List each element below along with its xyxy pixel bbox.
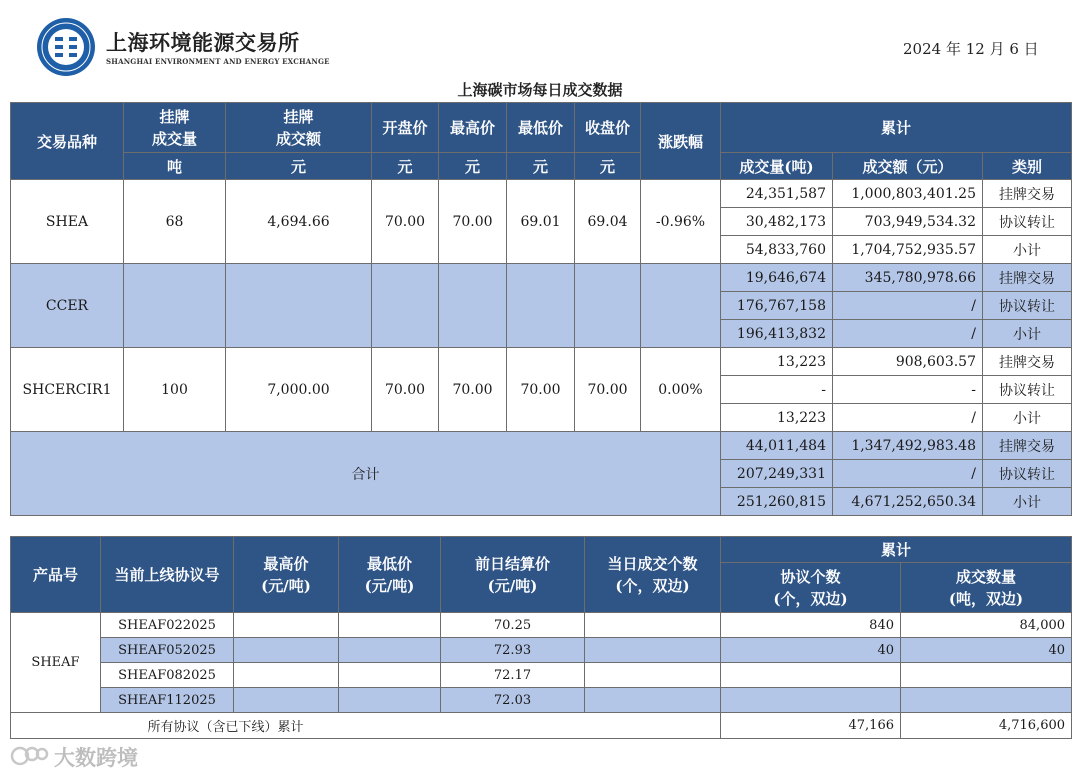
cum-amount: / bbox=[833, 292, 983, 320]
total-cum-qty: 4,716,600 bbox=[901, 713, 1072, 739]
cum-type: 协议转让 bbox=[983, 460, 1072, 488]
col-low-header: 最低价 bbox=[507, 103, 575, 153]
change-pct: 0.00% bbox=[641, 348, 721, 432]
cum-volume: 13,223 bbox=[721, 348, 833, 376]
low-price bbox=[339, 613, 441, 638]
cum-volume: 54,833,760 bbox=[721, 236, 833, 264]
contract-code: SHEAF022025 bbox=[101, 613, 234, 638]
cum-type: 挂牌交易 bbox=[983, 348, 1072, 376]
high-price bbox=[234, 688, 339, 713]
product-name: SHCERCIR1 bbox=[11, 348, 124, 432]
table-row bbox=[11, 688, 1072, 713]
low-price bbox=[339, 688, 441, 713]
listed-amount bbox=[226, 264, 372, 348]
cum-amount: 1,704,752,935.57 bbox=[833, 236, 983, 264]
daily-trading-table bbox=[10, 102, 1072, 516]
cum-qty: 84,000 bbox=[901, 613, 1072, 638]
report-title: 上海碳市场每日成交数据 bbox=[457, 81, 623, 99]
cum-volume: 207,249,331 bbox=[721, 460, 833, 488]
cum-volume: 13,223 bbox=[721, 404, 833, 432]
report-date: 2024 年 12 月 6 日 bbox=[903, 40, 1039, 58]
high-price bbox=[234, 613, 339, 638]
chat-bubble-icon bbox=[10, 744, 50, 770]
col-cum-count-header: 协议个数 (个，双边) bbox=[721, 563, 901, 613]
high-price: 70.00 bbox=[439, 180, 507, 264]
settle-price: 70.25 bbox=[441, 613, 585, 638]
cum-amount: 1,347,492,983.48 bbox=[833, 432, 983, 460]
cum-type: 小计 bbox=[983, 236, 1072, 264]
settle-price: 72.17 bbox=[441, 663, 585, 688]
col-listed-volume-header: 挂牌 成交量 bbox=[124, 103, 226, 153]
col-daily-count-header: 当日成交个数 (个，双边) bbox=[585, 537, 721, 613]
contract-code: SHEAF112025 bbox=[101, 688, 234, 713]
low-price bbox=[507, 264, 575, 348]
total-label: 合计 bbox=[11, 432, 721, 516]
product-name: SHEA bbox=[11, 180, 124, 264]
cum-amount: / bbox=[833, 404, 983, 432]
col-cum-qty-header: 成交数量 (吨，双边) bbox=[901, 563, 1072, 613]
cum-amount: 345,780,978.66 bbox=[833, 264, 983, 292]
cum-volume: 30,482,173 bbox=[721, 208, 833, 236]
change-pct: -0.96% bbox=[641, 180, 721, 264]
contract-code: SHEAF052025 bbox=[101, 638, 234, 663]
unit-listed-volume: 吨 bbox=[124, 153, 226, 180]
low-price bbox=[339, 663, 441, 688]
cum-volume: 44,011,484 bbox=[721, 432, 833, 460]
cum-amount: / bbox=[833, 460, 983, 488]
cum-amount: 1,000,803,401.25 bbox=[833, 180, 983, 208]
col-settle-header: 前日结算价 (元/吨) bbox=[441, 537, 585, 613]
table-row bbox=[11, 264, 1072, 292]
cum-amount: 703,949,534.32 bbox=[833, 208, 983, 236]
low-price: 69.01 bbox=[507, 180, 575, 264]
high-price bbox=[439, 264, 507, 348]
high-price bbox=[234, 638, 339, 663]
listed-amount: 4,694.66 bbox=[226, 180, 372, 264]
daily-count bbox=[585, 613, 721, 638]
cum-volume: 176,767,158 bbox=[721, 292, 833, 320]
cum-count: 840 bbox=[721, 613, 901, 638]
cum-volume: 196,413,832 bbox=[721, 320, 833, 348]
daily-count bbox=[585, 688, 721, 713]
cum-qty bbox=[901, 663, 1072, 688]
product-code: SHEAF bbox=[11, 613, 101, 713]
low-price: 70.00 bbox=[507, 348, 575, 432]
unit-listed-amount: 元 bbox=[226, 153, 372, 180]
unit-low: 元 bbox=[507, 153, 575, 180]
col-high-header: 最高价 (元/吨) bbox=[234, 537, 339, 613]
org-name-en: SHANGHAI ENVIRONMENT AND ENERGY EXCHANGE bbox=[106, 57, 330, 66]
cum-type: 协议转让 bbox=[983, 208, 1072, 236]
unit-high: 元 bbox=[439, 153, 507, 180]
col-cumulative-header: 累计 bbox=[721, 103, 1072, 153]
cum-type: 挂牌交易 bbox=[983, 180, 1072, 208]
cum-type: 小计 bbox=[983, 320, 1072, 348]
exchange-logo-icon bbox=[36, 17, 96, 77]
high-price: 70.00 bbox=[439, 348, 507, 432]
table-row bbox=[11, 348, 1072, 376]
contract-code: SHEAF082025 bbox=[101, 663, 234, 688]
cum-amount: 4,671,252,650.34 bbox=[833, 488, 983, 516]
unit-close: 元 bbox=[575, 153, 641, 180]
cum-type: 小计 bbox=[983, 404, 1072, 432]
col-low-header: 最低价 (元/吨) bbox=[339, 537, 441, 613]
cum-volume: - bbox=[721, 376, 833, 404]
cum-qty bbox=[901, 688, 1072, 713]
col-close-header: 收盘价 bbox=[575, 103, 641, 153]
cum-type: 挂牌交易 bbox=[983, 264, 1072, 292]
open-price bbox=[372, 264, 439, 348]
watermark-text: 大数跨境 bbox=[54, 746, 138, 770]
product-name: CCER bbox=[11, 264, 124, 348]
open-price: 70.00 bbox=[372, 348, 439, 432]
col-high-header: 最高价 bbox=[439, 103, 507, 153]
cum-count bbox=[721, 663, 901, 688]
open-price: 70.00 bbox=[372, 180, 439, 264]
cum-type: 小计 bbox=[983, 488, 1072, 516]
org-name-cn: 上海环境能源交易所 bbox=[106, 30, 300, 55]
cum-volume: 19,646,674 bbox=[721, 264, 833, 292]
total-row bbox=[11, 432, 1072, 460]
col-product-code-header: 产品号 bbox=[11, 537, 101, 613]
high-price bbox=[234, 663, 339, 688]
total-cum-count: 47,166 bbox=[721, 713, 901, 739]
cum-amount: / bbox=[833, 320, 983, 348]
daily-count bbox=[585, 663, 721, 688]
change-pct bbox=[641, 264, 721, 348]
cum-amount: 908,603.57 bbox=[833, 348, 983, 376]
col-listed-amount-header: 挂牌 成交额 bbox=[226, 103, 372, 153]
cum-amount: - bbox=[833, 376, 983, 404]
cum-count bbox=[721, 688, 901, 713]
table-row bbox=[11, 663, 1072, 688]
listed-volume: 68 bbox=[124, 180, 226, 264]
close-price: 69.04 bbox=[575, 180, 641, 264]
cum-qty: 40 bbox=[901, 638, 1072, 663]
futures-agreement-table bbox=[10, 536, 1072, 739]
total-label-text: 所有协议（含已下线）累计 bbox=[147, 720, 304, 735]
settle-price: 72.93 bbox=[441, 638, 585, 663]
cum-volume: 251,260,815 bbox=[721, 488, 833, 516]
col-open-header: 开盘价 bbox=[372, 103, 439, 153]
watermark bbox=[10, 742, 138, 772]
page-header bbox=[0, 0, 1080, 100]
close-price bbox=[575, 264, 641, 348]
settle-price: 72.03 bbox=[441, 688, 585, 713]
cum-volume: 24,351,587 bbox=[721, 180, 833, 208]
daily-count bbox=[585, 638, 721, 663]
low-price bbox=[339, 638, 441, 663]
cum-type: 协议转让 bbox=[983, 376, 1072, 404]
table-row bbox=[11, 638, 1072, 663]
col-cumulative-header: 累计 bbox=[721, 537, 1072, 563]
col-cum-amount-header: 成交额（元） bbox=[833, 153, 983, 180]
listed-volume: 100 bbox=[124, 348, 226, 432]
col-contract-header: 当前上线协议号 bbox=[101, 537, 234, 613]
close-price: 70.00 bbox=[575, 348, 641, 432]
table-row bbox=[11, 180, 1072, 208]
unit-open: 元 bbox=[372, 153, 439, 180]
col-cum-type-header: 类别 bbox=[983, 153, 1072, 180]
listed-amount: 7,000.00 bbox=[226, 348, 372, 432]
cum-type: 挂牌交易 bbox=[983, 432, 1072, 460]
col-change-header: 涨跌幅 bbox=[641, 103, 721, 180]
col-product-header: 交易品种 bbox=[11, 103, 124, 180]
table-row bbox=[11, 613, 1072, 638]
col-cum-volume-header: 成交量(吨) bbox=[721, 153, 833, 180]
cum-count: 40 bbox=[721, 638, 901, 663]
listed-volume bbox=[124, 264, 226, 348]
total-row bbox=[11, 713, 1072, 739]
total-label bbox=[11, 713, 721, 739]
cum-type: 协议转让 bbox=[983, 292, 1072, 320]
